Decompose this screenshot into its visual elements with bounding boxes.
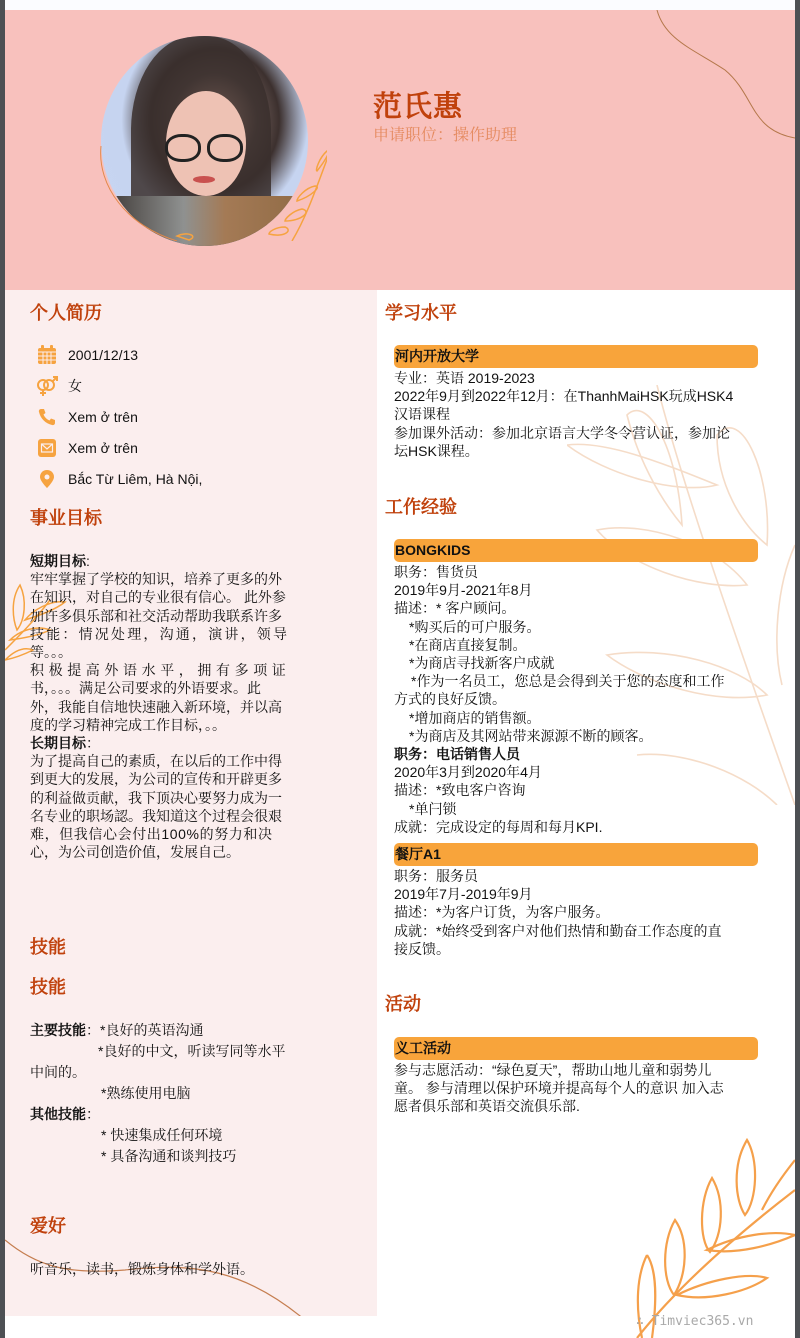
- avatar-frame: [97, 26, 327, 241]
- cv-header: [5, 10, 795, 290]
- section-title-skills-sub: 技能: [30, 977, 66, 997]
- section-title-activities: 活动: [385, 994, 421, 1014]
- activity-block: 义工活动 参与志愿活动：“绿色夏天”，帮助山地儿童和弱势儿 童。 参与清理以保护环境并提高每个人的意识 加入志 愿者俱乐部和英语交流俱乐部.: [394, 1037, 758, 1116]
- birthdate-value: 2001/12/13: [68, 347, 139, 363]
- section-title-skills: 技能: [30, 937, 66, 957]
- leaf-decoration-icon: [607, 1130, 795, 1338]
- top-strip: [0, 0, 800, 10]
- frame-border-left: [0, 0, 5, 1338]
- section-title-experience: 工作经验: [385, 497, 457, 517]
- other-skills-label: 其他技能: [30, 1106, 86, 1122]
- site-watermark: ∴ Timviec365.vn: [636, 1314, 754, 1329]
- company-name-bar: 餐厅A1: [394, 843, 758, 866]
- info-birthdate: [35, 344, 138, 366]
- decorative-curve-icon: [645, 10, 795, 150]
- section-title-career-goal: 事业目标: [30, 508, 102, 528]
- candidate-name: 范氏惠: [373, 91, 464, 123]
- left-column: [5, 290, 377, 1316]
- school-name-bar: 河内开放大学: [394, 345, 758, 368]
- frame-border-right: [795, 0, 800, 1338]
- email-icon: [35, 438, 59, 458]
- info-address: [35, 468, 202, 490]
- job-block-bongkids: BONGKIDS 职务：售货员 2019年9月-2021年8月 描述：* 客户顾问。 *购买后的可户服务。 *在商店直接复制。 *为商店寻找新客户成就 *作为一名员工，您总是会得到关于您的态度和工作 方式的良好反馈。 *增加商店的销售额。 *为商店及其网站带来源源不断的顾客。 职务：电话销售人员 2020年3月到2020年4月 描述：*致电客户咨询 *单闩锁 成就：完成设定的每周和每月KPI.: [394, 539, 758, 836]
- info-phone: [35, 406, 138, 428]
- hobbies-text: 听音乐，读书，锻炼身体和学外语。: [30, 1261, 254, 1277]
- career-goal-text: 短期目标: 牢牢掌握了学校的知识，培养了更多的外 在知识，对自己的专业很有信心。 此外参 加许多俱乐部和社交活动帮助我联系许多 技能：情况处理，沟通，演讲，领导 等。。。 积极提高外语水平，拥有多项证 书，。。。满足公司要求的外语要求。此 外，我能自信地快速融入新环境，并以高 度的学习精神完成工作目标，。。 长期目标： 为了提高自己的素质，在以后的工作中得 到更大的发展，为公司的宣传和开辟更多 的利益做贡献，我下顶决心要努力成为一 名专业的职场認。我知道这个过程会很艰 难，但我信心会付出100%的努力和决 心，为公司创造价值，发展自己。: [30, 553, 291, 861]
- info-gender: [35, 375, 82, 397]
- applied-position: 申请职位：操作助理: [373, 127, 518, 144]
- info-email: [35, 437, 138, 459]
- section-title-education: 学习水平: [385, 303, 457, 323]
- long-term-label: 长期目标: [30, 735, 86, 752]
- company-name-bar: BONGKIDS: [394, 539, 758, 562]
- short-term-label: 短期目标: [30, 553, 86, 569]
- location-icon: [35, 469, 59, 489]
- phone-icon: [35, 407, 59, 427]
- avatar: [101, 36, 308, 246]
- calendar-icon: [35, 345, 59, 365]
- email-value: Xem ở trên: [68, 440, 138, 456]
- education-block: 河内开放大学 专业：英语 2019-2023 2022年9月到2022年12月：在ThanhMaiHSK玩成HSK4 汉语课程 参加课外活动：参加北京语言大学冬令营认证，参加论 坛HSK课程。: [394, 345, 758, 460]
- right-column: [377, 290, 795, 1338]
- skills-text: 主要技能：*良好的英语沟通 *良好的中文，听读写同等水平 中间的。 *熟练使用电脑 其他技能： * 快速集成任何环境 * 具备沟通和谈判技巧: [30, 1022, 286, 1164]
- section-title-personal: 个人简历: [30, 303, 102, 323]
- phone-value: Xem ở trên: [68, 409, 138, 425]
- address-value: Bắc Từ Liêm, Hà Nội,: [68, 471, 203, 487]
- gender-icon: [35, 376, 59, 396]
- job-block-restaurant: 餐厅A1 职务：服务员 2019年7月-2019年9月 描述：*为客户订货，为客户服务。 成就：*始终受到客户对他们热情和勤奋工作态度的直 接反馈。: [394, 843, 758, 958]
- gender-value: 女: [68, 378, 82, 394]
- main-skills-label: 主要技能: [30, 1022, 86, 1038]
- section-title-hobbies: 爱好: [30, 1216, 66, 1236]
- activity-name-bar: 义工活动: [394, 1037, 758, 1060]
